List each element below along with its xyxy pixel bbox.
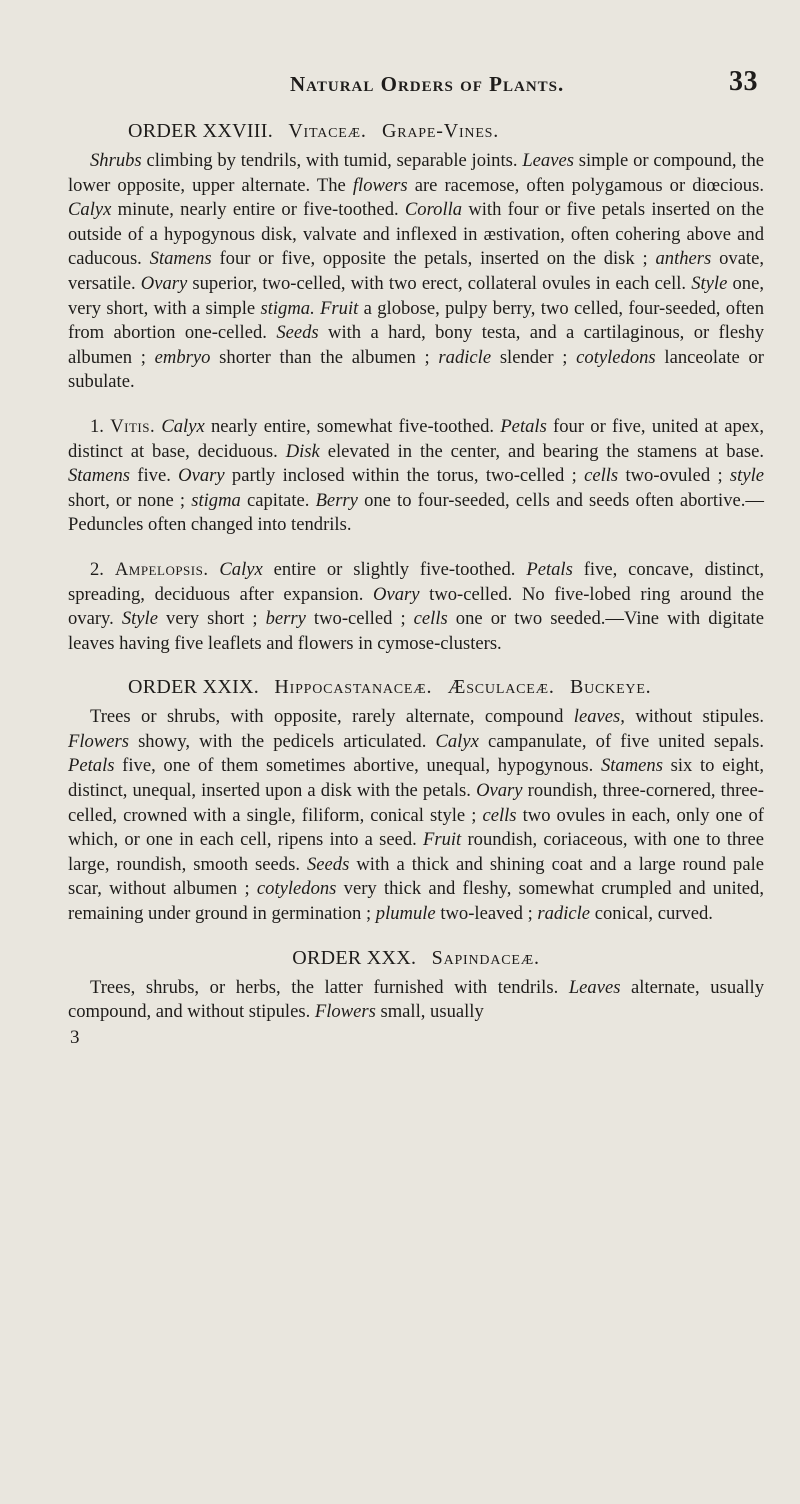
- italic-term: Seeds: [276, 322, 319, 344]
- order-alt-latin-name: Æsculaceæ.: [447, 676, 555, 699]
- order-latin-name: Vitaceæ.: [288, 120, 367, 142]
- genus-name: Vitis.: [110, 415, 156, 437]
- signature-mark: 3: [70, 1026, 80, 1048]
- running-header: [68, 60, 764, 100]
- italic-term: radicle: [438, 346, 492, 368]
- running-title: Natural Orders of Plants.: [290, 72, 565, 96]
- italic-term: Ovary: [178, 465, 225, 487]
- genus-name: Ampelopsis.: [114, 558, 209, 580]
- order-28-description: Shrubs climbing by tendrils, with tumid, separable joints. Leaves simple or compound, the lower opposite, upper alternate. The flowers are racemose, often polygamous or diœcious. Calyx minute, nearly entire or five-toothed. Corolla with four or five petals inserted on the outside of a hypogynous disk, valvate and inflexed in æstivation, often cohering above and caducous. Stamens four or five, opposite the petals, inserted on the disk ; anthers ovate, versatile. Ovary superior, two-celled, with two erect, collateral ovules in each cell. Style one, very short, with a simple stigma. Fruit a globose, pulpy berry, two celled, four-seeded, often from abortion one-celled. Seeds with a hard, bony testa, and a cartilaginous, or fleshy albumen ; embryo shorter than the albumen ; radicle slender ; cotyledons lanceolate or subulate.: [68, 150, 765, 393]
- italic-term: Petals: [68, 755, 115, 777]
- italic-term: Style: [691, 272, 728, 294]
- genus-number: 1.: [90, 415, 104, 437]
- order-30-heading: [68, 947, 764, 970]
- italic-term: cells: [584, 465, 619, 487]
- italic-term: Stamens: [149, 248, 212, 270]
- order-29-description: Trees or shrubs, with opposite, rarely alternate, compound leaves, without stipules. Flowers showy, with the pedicels articulated. Calyx campanulate, of five united sepals. Petals five, one of them sometimes abortive, unequal, hypogynous. Stamens six to eight, distinct, unequal, inserted upon a disk with the petals. Ovary roundish, three-cornered, three-celled, crowned with a single, filiform, conical style ; cells two ovules in each, only one of which, or one in each cell, ripens into a seed. Fruit roundish, coriaceous, with one to three large, roundish, smooth seeds. Seeds with a thick and shining coat and a large round pale scar, without albumen ; cotyledons very thick and fleshy, somewhat crumpled and united, remaining under ground in germination ; plumule two-leaved ; radicle conical, curved.: [68, 706, 765, 925]
- italic-term: Berry: [315, 489, 358, 511]
- italic-term: Stamens: [68, 465, 130, 487]
- page-number: 33: [729, 66, 758, 97]
- italic-term: Calyx: [161, 415, 205, 437]
- italic-term: Leaves: [568, 976, 621, 998]
- italic-term: Disk: [285, 440, 320, 462]
- italic-term: cells: [482, 804, 517, 826]
- order-30-description: Trees, shrubs, or herbs, the latter furnished with tendrils. Leaves alternate, usually compound, and without stipules. Flowers small, usually: [68, 976, 765, 1023]
- order-common-name: Grape-Vines.: [382, 120, 500, 142]
- genus-description: Calyx nearly entire, somewhat five-toothed. Petals four or five, united at apex, distinct at base, deciduous. Disk elevated in the center, and bearing the stamens at base. Stamens five. Ovary partly inclosed within the torus, two-celled ; cells two-ovuled ; style short, or none ; stigma capitate. Berry one to four-seeded, cells and seeds often abortive.—Peduncles often changed into tendrils.: [68, 415, 764, 536]
- italic-term: stigma.: [260, 297, 315, 319]
- italic-term: Petals: [500, 415, 547, 437]
- order-29-heading: [68, 676, 764, 699]
- italic-term: Fruit: [320, 297, 359, 319]
- italic-term: radicle: [537, 903, 591, 925]
- italic-term: Ovary: [476, 780, 523, 802]
- italic-term: Petals: [526, 558, 573, 580]
- italic-term: style: [729, 465, 764, 487]
- order-number: ORDER XXVIII.: [128, 120, 273, 142]
- genus-vitis: [68, 415, 764, 538]
- italic-term: Calyx: [68, 199, 112, 221]
- order-28-heading: [68, 120, 764, 143]
- italic-term: Flowers: [68, 730, 129, 752]
- italic-term: Fruit: [423, 829, 462, 851]
- italic-term: Corolla: [404, 199, 463, 221]
- italic-term: berry: [265, 608, 306, 630]
- italic-term: Calyx: [219, 558, 263, 580]
- italic-term: Leaves: [522, 150, 574, 171]
- italic-term: embryo: [154, 346, 211, 368]
- order-latin-name: Sapindaceæ.: [431, 946, 540, 969]
- italic-term: cotyledons: [576, 346, 656, 368]
- italic-term: leaves,: [573, 706, 625, 728]
- italic-term: Shrubs: [90, 150, 142, 171]
- italic-term: plumule: [375, 903, 436, 925]
- italic-term: Ovary: [140, 272, 188, 294]
- italic-term: Flowers: [314, 1001, 376, 1023]
- italic-term: anthers: [655, 248, 712, 270]
- italic-term: Calyx: [435, 730, 479, 752]
- order-latin-name: Hippocastanaceæ.: [274, 676, 433, 699]
- italic-term: flowers: [352, 174, 408, 196]
- genus-number: 2.: [90, 558, 104, 580]
- italic-term: Style: [121, 608, 158, 630]
- order-number: ORDER XXX.: [292, 946, 417, 969]
- italic-term: Ovary: [373, 583, 420, 605]
- italic-term: cells: [413, 608, 448, 630]
- italic-term: cotyledons: [256, 878, 337, 900]
- genus-description: Calyx entire or slightly five-toothed. Petals five, concave, distinct, spreading, deciduous after expansion. Ovary two-celled. No five-lobed ring around the ovary. Style very short ; berry two-celled ; cells one or two seeded.—Vine with digitate leaves having five leaflets and flowers in cymose-clusters.: [68, 558, 764, 654]
- italic-term: stigma: [191, 489, 241, 511]
- order-number: ORDER XXIX.: [128, 676, 260, 699]
- genus-ampelopsis: [68, 558, 764, 656]
- italic-term: Stamens: [600, 755, 663, 777]
- italic-term: Seeds: [307, 853, 350, 875]
- order-common-name: Buckeye.: [569, 676, 652, 699]
